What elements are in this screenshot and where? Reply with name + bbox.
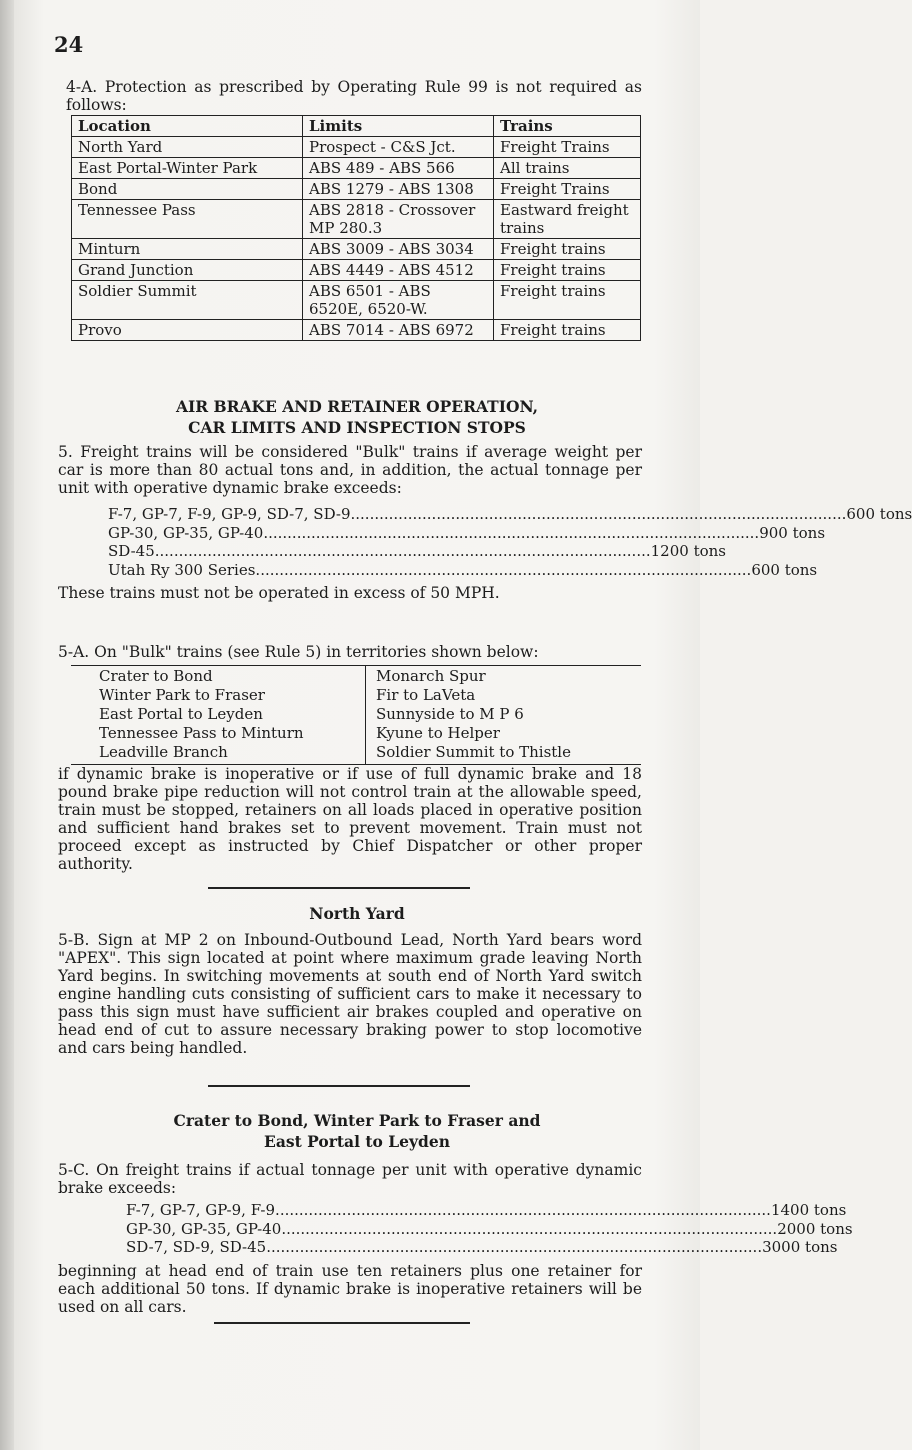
table-row [72, 200, 641, 239]
cell-limits: ABS 7014 - ABS 6972 [303, 320, 494, 341]
tonnage-units: SD-7, SD-9, SD-45 [126, 1238, 267, 1256]
cell-trains: Freight trains [494, 239, 641, 260]
territory-item: Kyune to Helper [376, 724, 500, 742]
tonnage-units: F-7, GP-7, GP-9, F-9 [126, 1201, 276, 1219]
cell-trains: Eastward freight trains [494, 200, 641, 239]
territory-item: Tennessee Pass to Minturn [99, 724, 304, 742]
table-row [72, 320, 641, 341]
cell-limits: ABS 489 - ABS 566 [303, 158, 494, 179]
territory-item: Winter Park to Fraser [99, 686, 265, 704]
table-row [72, 239, 641, 260]
rule-5a-intro: 5-A. On "Bulk" trains (see Rule 5) in territories shown below: [58, 643, 539, 661]
tonnage-row [126, 1219, 853, 1239]
cell-location: Minturn [72, 239, 303, 260]
cell-trains: Freight trains [494, 260, 641, 281]
tonnage-value: 900 tons [759, 523, 826, 542]
header-location: Location [72, 116, 303, 137]
tonnage-row [126, 1201, 847, 1220]
cell-limits: ABS 6501 - ABS 6520E, 6520-W. [303, 281, 494, 320]
tonnage-units: GP-30, GP-35, GP-40 [126, 1219, 282, 1238]
tonnage-units: Utah Ry 300 Series [108, 560, 256, 579]
leader-dots: ........................................................................................................ [263, 523, 760, 542]
tonnage-value: 1200 tons [650, 542, 726, 560]
divider [208, 1085, 470, 1087]
cell-limits: ABS 2818 - Crossover MP 280.3 [303, 200, 494, 239]
cell-location: Bond [72, 179, 303, 200]
tonnage-units: GP-30, GP-35, GP-40 [108, 523, 264, 542]
table-header-row [72, 116, 641, 137]
rule-5c-tonnage-list [126, 1201, 853, 1257]
rule-5c-intro: 5-C. On freight trains if actual tonnage per unit with operative dynamic brake exceeds: [58, 1161, 642, 1197]
rule-5c-text: beginning at head end of train use ten retainers plus one retainer for each additional 50 tons. If dynamic brake is inoperative retainers will be used on all cars. [58, 1262, 642, 1316]
rule-5-text: 5. Freight trains will be considered "Bulk" trains if average weight per car is more than 80 actual tons and, in addition, the actual tonnage per unit with operative dynamic brake exceeds: [58, 443, 642, 497]
cell-trains: Freight trains [494, 320, 641, 341]
cell-limits: Prospect - C&S Jct. [303, 137, 494, 158]
cell-location: North Yard [72, 137, 303, 158]
tonnage-units: F-7, GP-7, F-9, GP-9, SD-7, SD-9 [108, 505, 351, 523]
header-limits: Limits [303, 116, 494, 137]
territories-left-column [71, 666, 366, 764]
leader-dots: ........................................................................................................ [275, 1201, 771, 1219]
heading-line: CAR LIMITS AND INSPECTION STOPS [188, 418, 526, 437]
leader-dots: ........................................................................................................ [154, 542, 651, 560]
section-heading-air-brake [14, 396, 700, 438]
rule-5-footer: These trains must not be operated in excess of 50 MPH. [58, 584, 500, 602]
territory-item: Fir to LaVeta [376, 686, 476, 704]
tonnage-value: 1400 tons [770, 1201, 847, 1219]
rule-5-tonnage-list [108, 505, 912, 579]
leader-dots: ........................................................................................................ [281, 1219, 778, 1238]
tonnage-row [126, 1238, 838, 1257]
leader-dots: ........................................................................................................ [266, 1238, 763, 1256]
cell-limits: ABS 3009 - ABS 3034 [303, 239, 494, 260]
tonnage-row [108, 542, 726, 561]
section-heading-crater [14, 1110, 700, 1152]
tonnage-value: 600 tons [846, 505, 912, 523]
heading-line: East Portal to Leyden [264, 1132, 450, 1151]
cell-trains: Freight Trains [494, 137, 641, 158]
divider [214, 1322, 470, 1324]
territory-item: Soldier Summit to Thistle [376, 743, 571, 761]
rule-5b-text: 5-B. Sign at MP 2 on Inbound-Outbound Lead, North Yard bears word "APEX". This sign located at point where maximum grade leaving North Yard begins. In switching movements at south end of North Yard switch engine handling cuts consisting of sufficient cars to make it necessary to pass this sign must have sufficient air brakes coupled and operative on head end of cut to assure necessary braking power to stop locomotive and cars being handled. [58, 931, 642, 1057]
tonnage-row [108, 505, 912, 524]
tonnage-value: 2000 tons [777, 1219, 853, 1238]
territory-item: Leadville Branch [99, 743, 228, 761]
leader-dots: ........................................................................................................ [255, 560, 752, 579]
cell-trains: Freight trains [494, 281, 641, 320]
cell-location: Provo [72, 320, 303, 341]
rule-5a-territories [71, 665, 641, 765]
tonnage-units: SD-45 [108, 542, 155, 560]
tonnage-value: 3000 tons [762, 1238, 838, 1256]
tonnage-row [108, 523, 826, 543]
table-row [72, 260, 641, 281]
table-row [72, 179, 641, 200]
cell-limits: ABS 4449 - ABS 4512 [303, 260, 494, 281]
cell-limits: ABS 1279 - ABS 1308 [303, 179, 494, 200]
tonnage-value: 600 tons [751, 560, 818, 579]
cell-location: East Portal-Winter Park [72, 158, 303, 179]
territory-item: East Portal to Leyden [99, 705, 263, 723]
rulebook-page [14, 0, 912, 1450]
territory-item: Sunnyside to M P 6 [376, 705, 524, 723]
tonnage-row [108, 560, 818, 580]
rule-4a-intro: 4-A. Protection as prescribed by Operating Rule 99 is not required as follows: [66, 78, 642, 114]
leader-dots: ........................................................................................................ [350, 505, 847, 523]
cell-trains: All trains [494, 158, 641, 179]
divider [208, 887, 470, 889]
heading-line: AIR BRAKE AND RETAINER OPERATION, [175, 397, 539, 416]
territory-item: Crater to Bond [99, 667, 213, 685]
table-row [72, 158, 641, 179]
rule-4a-table [71, 115, 641, 341]
cell-location: Soldier Summit [72, 281, 303, 320]
page-number: 24 [54, 32, 84, 57]
territories-right-column [366, 666, 571, 764]
table-row [72, 281, 641, 320]
heading-line: Crater to Bond, Winter Park to Fraser and [173, 1111, 541, 1130]
header-trains: Trains [494, 116, 641, 137]
cell-location: Grand Junction [72, 260, 303, 281]
cell-trains: Freight Trains [494, 179, 641, 200]
section-heading-north-yard: North Yard [309, 904, 405, 923]
book-binding [0, 0, 14, 1450]
cell-location: Tennessee Pass [72, 200, 303, 239]
territory-item: Monarch Spur [376, 667, 486, 685]
table-row [72, 137, 641, 158]
rule-5a-text: if dynamic brake is inoperative or if use of full dynamic brake and 18 pound brake pipe reduction will not control train at the allowable speed, train must be stopped, retainers on all loads placed in operative position and sufficient hand brakes set to prevent movement. Train must not proceed except as instructed by Chief Dispatcher or other proper authority. [58, 765, 642, 873]
